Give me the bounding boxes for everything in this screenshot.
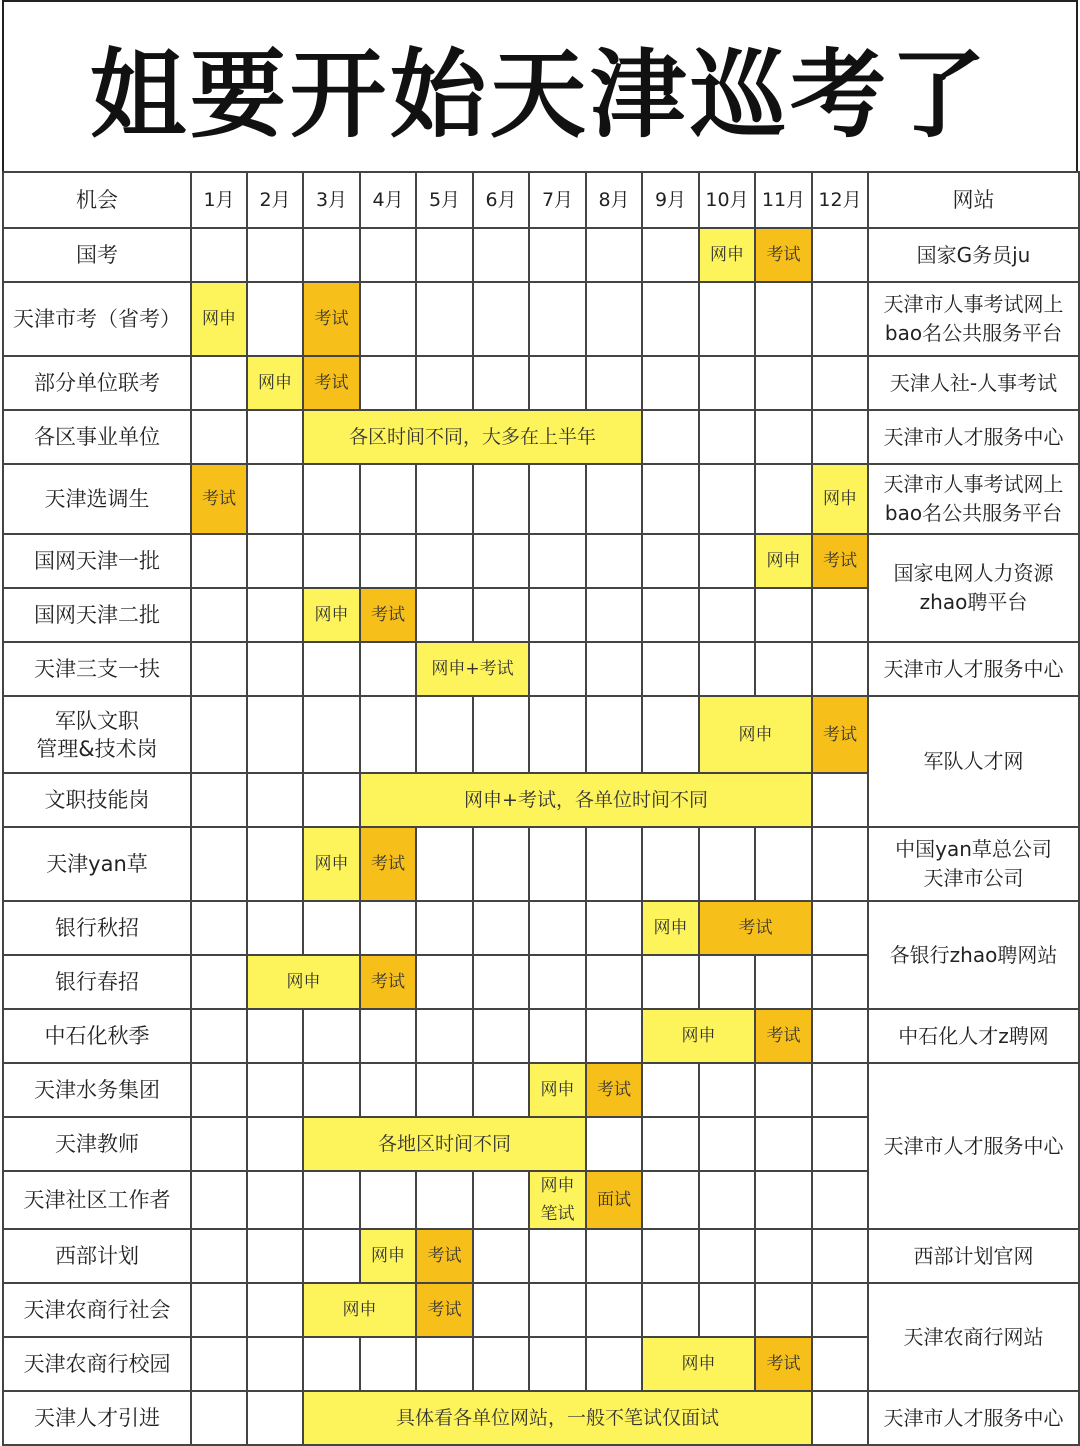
header-month: 9月 [642,172,699,228]
website-cell: 军队人才网 [868,696,1079,827]
empty-month-cell [529,1009,586,1063]
empty-month-cell [360,464,416,534]
header-month: 12月 [812,172,868,228]
opportunity-name: 中石化秋季 [3,1009,191,1063]
table-row [3,1391,1079,1445]
empty-month-cell [529,588,586,642]
table-row [3,696,1079,773]
empty-month-cell [191,901,247,955]
empty-month-cell [303,1337,360,1391]
empty-month-cell [191,955,247,1009]
empty-month-cell [642,410,699,464]
empty-month-cell [586,534,642,588]
table-row [3,1229,1079,1283]
empty-month-cell [473,827,529,901]
opportunity-name: 天津三支一扶 [3,642,191,696]
empty-month-cell [360,534,416,588]
empty-month-cell [529,464,586,534]
exam-period-cell: 考试 [755,1009,812,1063]
empty-month-cell [416,1063,473,1117]
empty-month-cell [247,534,303,588]
empty-month-cell [360,1171,416,1229]
empty-month-cell [360,282,416,356]
empty-month-cell [416,1337,473,1391]
empty-month-cell [699,410,755,464]
empty-month-cell [303,696,360,773]
empty-month-cell [642,1171,699,1229]
empty-month-cell [642,1229,699,1283]
website-cell: 天津市人才服务中心 [868,1391,1079,1445]
empty-month-cell [586,356,642,410]
empty-month-cell [416,228,473,282]
empty-month-cell [247,1229,303,1283]
header-month: 3月 [303,172,360,228]
empty-month-cell [529,1337,586,1391]
exam-period-cell: 考试 [360,588,416,642]
apply-period-cell: 网申 [812,464,868,534]
empty-month-cell [191,410,247,464]
empty-month-cell [642,696,699,773]
apply-period-cell: 网申 [247,955,360,1009]
empty-month-cell [812,642,868,696]
opportunity-name: 国考 [3,228,191,282]
empty-month-cell [360,1063,416,1117]
empty-month-cell [191,1171,247,1229]
opportunity-name: 部分单位联考 [3,356,191,410]
page-title: 姐要开始天津巡考了 [2,0,1078,172]
empty-month-cell [755,282,812,356]
empty-month-cell [812,282,868,356]
empty-month-cell [699,1283,755,1337]
header-month: 1月 [191,172,247,228]
empty-month-cell [473,588,529,642]
empty-month-cell [416,827,473,901]
empty-month-cell [247,410,303,464]
empty-month-cell [812,1117,868,1171]
website-cell: 中石化人才z聘网 [868,1009,1079,1063]
empty-month-cell [699,1229,755,1283]
empty-month-cell [303,464,360,534]
opportunity-name: 天津市考（省考） [3,282,191,356]
apply-period-cell: 网申 笔试 [529,1171,586,1229]
empty-month-cell [247,1337,303,1391]
empty-month-cell [699,282,755,356]
header-month: 7月 [529,172,586,228]
empty-month-cell [529,955,586,1009]
apply-period-cell: 网申 [642,1009,755,1063]
empty-month-cell [191,773,247,827]
apply-period-cell: 各区时间不同，大多在上半年 [303,410,642,464]
empty-month-cell [473,1229,529,1283]
empty-month-cell [416,1009,473,1063]
empty-month-cell [812,356,868,410]
empty-month-cell [416,901,473,955]
empty-month-cell [812,1283,868,1337]
empty-month-cell [755,356,812,410]
table-row [3,642,1079,696]
empty-month-cell [529,696,586,773]
empty-month-cell [586,282,642,356]
empty-month-cell [247,1009,303,1063]
empty-month-cell [586,901,642,955]
empty-month-cell [360,356,416,410]
empty-month-cell [360,1337,416,1391]
empty-month-cell [812,1063,868,1117]
empty-month-cell [191,588,247,642]
header-month: 11月 [755,172,812,228]
header-month: 8月 [586,172,642,228]
empty-month-cell [699,955,755,1009]
empty-month-cell [812,588,868,642]
empty-month-cell [247,282,303,356]
empty-month-cell [247,827,303,901]
header-website: 网站 [868,172,1079,228]
opportunity-name: 天津人才引进 [3,1391,191,1445]
empty-month-cell [755,1117,812,1171]
opportunity-name: 国网天津二批 [3,588,191,642]
empty-month-cell [586,955,642,1009]
empty-month-cell [699,827,755,901]
empty-month-cell [247,1063,303,1117]
empty-month-cell [191,1117,247,1171]
empty-month-cell [416,696,473,773]
apply-period-cell: 网申 [529,1063,586,1117]
website-cell: 天津市人才服务中心 [868,642,1079,696]
opportunity-name: 军队文职 管理&技术岗 [3,696,191,773]
exam-period-cell: 考试 [416,1229,473,1283]
empty-month-cell [812,773,868,827]
exam-period-cell: 考试 [303,282,360,356]
website-cell: 天津市人才服务中心 [868,410,1079,464]
empty-month-cell [303,1063,360,1117]
empty-month-cell [586,827,642,901]
empty-month-cell [473,534,529,588]
apply-period-cell: 网申 [303,588,360,642]
empty-month-cell [191,827,247,901]
empty-month-cell [473,1171,529,1229]
empty-month-cell [812,1171,868,1229]
empty-month-cell [586,1283,642,1337]
empty-month-cell [812,410,868,464]
empty-month-cell [755,1283,812,1337]
opportunity-name: 天津农商行社会 [3,1283,191,1337]
empty-month-cell [416,356,473,410]
empty-month-cell [303,1171,360,1229]
empty-month-cell [642,642,699,696]
opportunity-name: 天津水务集团 [3,1063,191,1117]
empty-month-cell [416,588,473,642]
empty-month-cell [247,773,303,827]
empty-month-cell [529,534,586,588]
table-row [3,228,1079,282]
exam-period-cell: 考试 [303,356,360,410]
apply-period-cell: 具体看各单位网站，一般不笔试仅面试 [303,1391,812,1445]
empty-month-cell [247,464,303,534]
empty-month-cell [360,901,416,955]
empty-month-cell [473,1063,529,1117]
table-row [3,410,1079,464]
empty-month-cell [586,1117,642,1171]
empty-month-cell [755,1171,812,1229]
exam-period-cell: 考试 [360,955,416,1009]
table-row [3,1063,1079,1117]
empty-month-cell [812,955,868,1009]
empty-month-cell [191,696,247,773]
empty-month-cell [755,955,812,1009]
empty-month-cell [699,642,755,696]
empty-month-cell [699,356,755,410]
empty-month-cell [812,827,868,901]
empty-month-cell [755,588,812,642]
apply-period-cell: 网申 [755,534,812,588]
opportunity-name: 天津选调生 [3,464,191,534]
empty-month-cell [416,534,473,588]
empty-month-cell [303,1009,360,1063]
empty-month-cell [755,827,812,901]
website-cell: 西部计划官网 [868,1229,1079,1283]
empty-month-cell [699,1117,755,1171]
exam-period-cell: 考试 [755,228,812,282]
opportunity-name: 文职技能岗 [3,773,191,827]
apply-period-cell: 各地区时间不同 [303,1117,586,1171]
empty-month-cell [812,228,868,282]
empty-month-cell [755,410,812,464]
empty-month-cell [191,1009,247,1063]
header-row [3,172,1079,228]
empty-month-cell [473,1283,529,1337]
apply-period-cell: 网申 [191,282,247,356]
empty-month-cell [247,228,303,282]
apply-period-cell: 网申 [699,696,812,773]
empty-month-cell [699,534,755,588]
empty-month-cell [360,228,416,282]
opportunity-name: 银行秋招 [3,901,191,955]
table-row [3,282,1079,356]
opportunity-name: 天津yan草 [3,827,191,901]
empty-month-cell [755,1229,812,1283]
apply-period-cell: 网申 [642,901,699,955]
apply-period-cell: 网申+考试，各单位时间不同 [360,773,812,827]
empty-month-cell [247,588,303,642]
empty-month-cell [529,1283,586,1337]
header-month: 5月 [416,172,473,228]
empty-month-cell [755,642,812,696]
empty-month-cell [812,901,868,955]
empty-month-cell [642,464,699,534]
opportunity-name: 天津社区工作者 [3,1171,191,1229]
table-row [3,901,1079,955]
empty-month-cell [642,282,699,356]
empty-month-cell [473,955,529,1009]
opportunity-name: 天津农商行校园 [3,1337,191,1391]
table-row [3,356,1079,410]
empty-month-cell [303,642,360,696]
empty-month-cell [642,534,699,588]
empty-month-cell [642,228,699,282]
header-month: 2月 [247,172,303,228]
empty-month-cell [303,901,360,955]
empty-month-cell [247,1117,303,1171]
empty-month-cell [642,1117,699,1171]
empty-month-cell [699,464,755,534]
empty-month-cell [529,642,586,696]
empty-month-cell [586,696,642,773]
empty-month-cell [473,282,529,356]
website-cell: 国家G务员ju [868,228,1079,282]
empty-month-cell [755,464,812,534]
opportunity-name: 各区事业单位 [3,410,191,464]
empty-month-cell [529,356,586,410]
empty-month-cell [586,1229,642,1283]
exam-period-cell: 考试 [812,534,868,588]
empty-month-cell [473,356,529,410]
empty-month-cell [191,642,247,696]
empty-month-cell [586,588,642,642]
empty-month-cell [303,1229,360,1283]
header-month: 6月 [473,172,529,228]
empty-month-cell [303,228,360,282]
exam-period-cell: 考试 [755,1337,812,1391]
empty-month-cell [247,696,303,773]
empty-month-cell [473,901,529,955]
empty-month-cell [303,773,360,827]
opportunity-name: 银行春招 [3,955,191,1009]
empty-month-cell [247,1391,303,1445]
header-month: 10月 [699,172,755,228]
empty-month-cell [360,1009,416,1063]
empty-month-cell [586,1337,642,1391]
empty-month-cell [586,1009,642,1063]
apply-period-cell: 网申 [303,1283,416,1337]
empty-month-cell [812,1391,868,1445]
empty-month-cell [191,534,247,588]
empty-month-cell [416,464,473,534]
empty-month-cell [247,642,303,696]
empty-month-cell [529,228,586,282]
empty-month-cell [473,1337,529,1391]
empty-month-cell [360,642,416,696]
empty-month-cell [303,534,360,588]
opportunity-name: 天津教师 [3,1117,191,1171]
table-row [3,464,1079,534]
empty-month-cell [529,1229,586,1283]
exam-period-cell: 考试 [812,696,868,773]
exam-period-cell: 考试 [416,1283,473,1337]
empty-month-cell [642,1063,699,1117]
empty-month-cell [812,1009,868,1063]
website-cell: 各银行zhao聘网站 [868,901,1079,1009]
header-month: 4月 [360,172,416,228]
empty-month-cell [360,696,416,773]
empty-month-cell [247,1283,303,1337]
exam-period-cell: 面试 [586,1171,642,1229]
empty-month-cell [191,356,247,410]
empty-month-cell [642,827,699,901]
website-cell: 天津农商行网站 [868,1283,1079,1391]
empty-month-cell [191,1063,247,1117]
empty-month-cell [642,588,699,642]
empty-month-cell [529,901,586,955]
empty-month-cell [191,1229,247,1283]
table-row [3,1283,1079,1337]
apply-period-cell: 网申 [699,228,755,282]
website-cell: 中国yan草总公司 天津市公司 [868,827,1079,901]
website-cell: 天津市人事考试网上 bao名公共服务平台 [868,464,1079,534]
empty-month-cell [586,464,642,534]
apply-period-cell: 网申 [360,1229,416,1283]
empty-month-cell [812,1337,868,1391]
apply-period-cell: 网申 [303,827,360,901]
table-row [3,1009,1079,1063]
opportunity-name: 西部计划 [3,1229,191,1283]
website-cell: 天津市人事考试网上 bao名公共服务平台 [868,282,1079,356]
website-cell: 天津人社-人事考试 [868,356,1079,410]
empty-month-cell [642,955,699,1009]
opportunity-name: 国网天津一批 [3,534,191,588]
empty-month-cell [473,1009,529,1063]
empty-month-cell [642,356,699,410]
empty-month-cell [416,282,473,356]
empty-month-cell [699,1171,755,1229]
exam-period-cell: 考试 [586,1063,642,1117]
apply-period-cell: 网申+考试 [416,642,529,696]
empty-month-cell [699,588,755,642]
empty-month-cell [529,282,586,356]
apply-period-cell: 网申 [247,356,303,410]
empty-month-cell [586,228,642,282]
header-opportunity: 机会 [3,172,191,228]
exam-period-cell: 考试 [699,901,812,955]
apply-period-cell: 网申 [642,1337,755,1391]
empty-month-cell [416,1171,473,1229]
empty-month-cell [699,1063,755,1117]
empty-month-cell [755,1063,812,1117]
empty-month-cell [247,901,303,955]
empty-month-cell [473,464,529,534]
empty-month-cell [191,1283,247,1337]
website-cell: 国家电网人力资源 zhao聘平台 [868,534,1079,642]
empty-month-cell [586,642,642,696]
empty-month-cell [191,228,247,282]
exam-period-cell: 考试 [360,827,416,901]
empty-month-cell [191,1391,247,1445]
empty-month-cell [642,1283,699,1337]
empty-month-cell [812,1229,868,1283]
empty-month-cell [473,228,529,282]
schedule-table [2,171,1080,1446]
table-row [3,827,1079,901]
website-cell: 天津市人才服务中心 [868,1063,1079,1229]
empty-month-cell [247,1171,303,1229]
empty-month-cell [529,827,586,901]
empty-month-cell [191,1337,247,1391]
empty-month-cell [473,696,529,773]
empty-month-cell [416,955,473,1009]
exam-period-cell: 考试 [191,464,247,534]
table-row [3,534,1079,588]
